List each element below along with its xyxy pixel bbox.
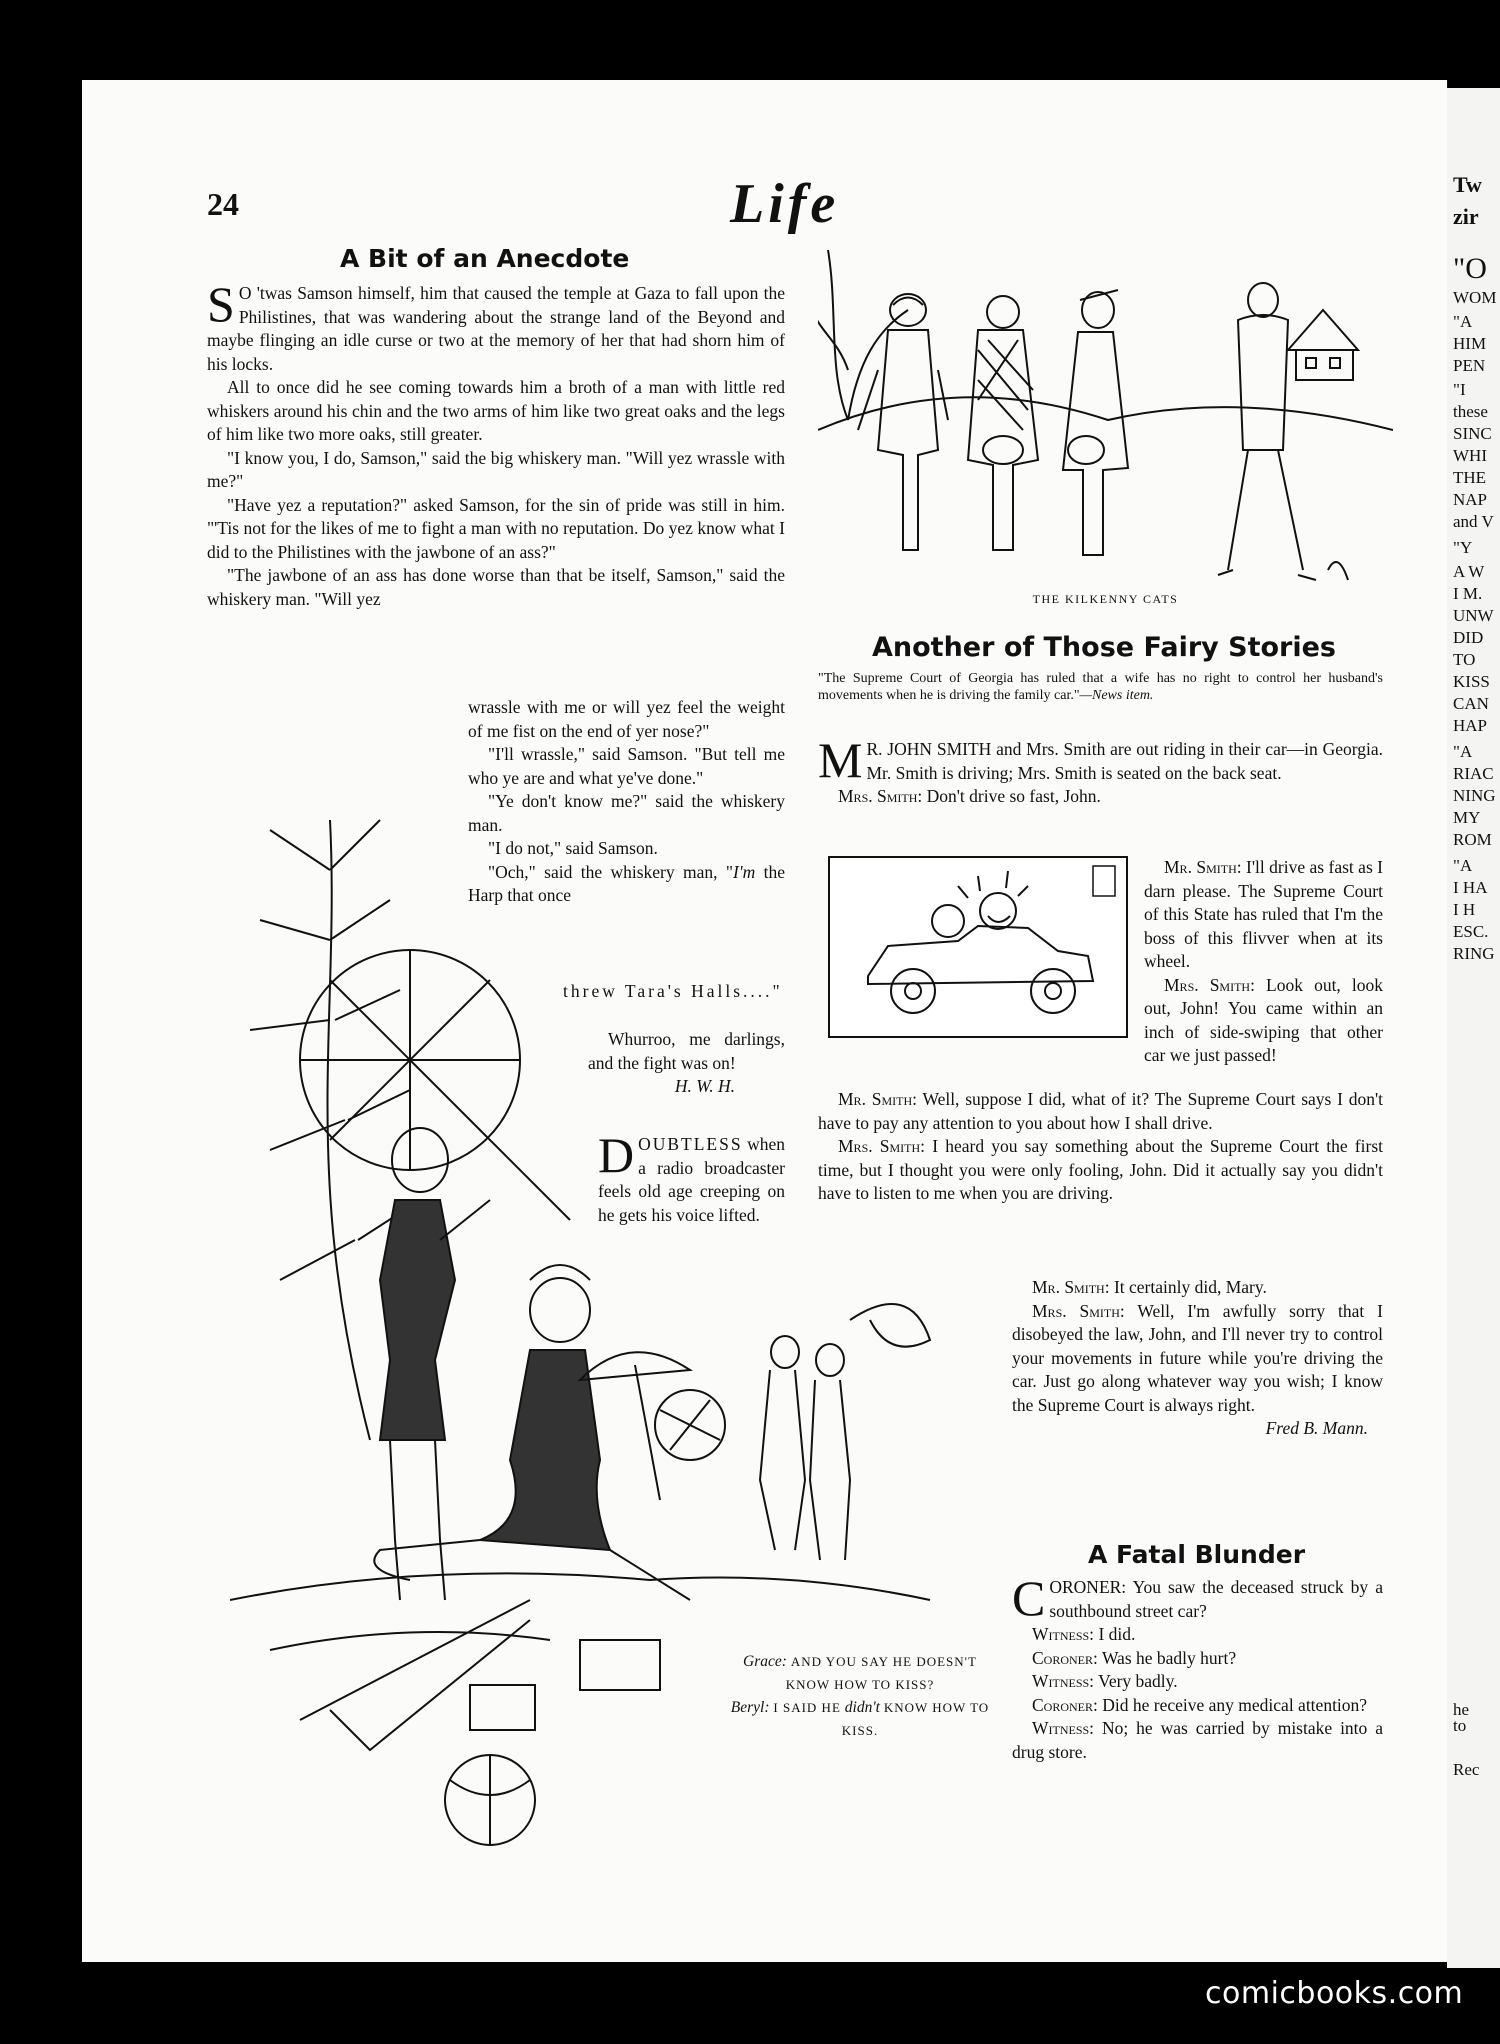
anecdote-paragraph: "Have yez a reputation?" asked Samson, for the sin of pride was still in him. "'Tis not for the likes of me to fight a man with no reputation. Do yez know what I did to the Philistines with the jawbone of an ass?"	[207, 494, 785, 562]
fairy-body-mid: Mr. Smith: Well, suppose I did, what of it? The Supreme Court says I don't have to pay any attention to you about how I shall drive. Mrs. Smith: I heard you say something about the Supreme Court the first time, but I thought you were only fooling, John. Did it actually say you didn't have to listen to me when you are driving.	[818, 1089, 1384, 1203]
edge-page-fragment: and V	[1453, 512, 1494, 531]
edge-page-fragment: TO	[1453, 650, 1476, 669]
fairy-epigraph: "The Supreme Court of Georgia has ruled that a wife has no right to control her husband's movements when he is driving the family car."—News item.	[818, 671, 1383, 703]
edge-page-fragment: Tw	[1453, 172, 1482, 197]
anecdote-paragraph: "Och," said the whiskery man, "I'm the Harp that once	[468, 861, 785, 905]
edge-page-fragment: PEN	[1453, 356, 1486, 375]
edge-page-fragment: ROM	[1453, 830, 1492, 849]
fatal-blunder-title: A Fatal Blunder	[1088, 1540, 1306, 1569]
edge-page-fragment: MY	[1453, 808, 1481, 827]
edge-page-fragment: SINC	[1453, 424, 1492, 443]
doubtless-paragraph: DOUBTLESS when a radio broadcaster feels old age creeping on he gets his voice lifted.	[598, 1127, 785, 1225]
edge-page-fragment: I M.	[1453, 584, 1483, 603]
edge-page-fragment: "A	[1453, 742, 1473, 761]
anecdote-paragraph: "I do not," said Samson.	[488, 838, 658, 858]
edge-page-fragment: I H	[1453, 900, 1476, 919]
beach-caption: Grace: AND YOU SAY HE DOESN'T KNOW HOW TO KISS? Beryl: I SAID HE didn't KNOW HOW TO KISS.	[730, 1653, 990, 1738]
edge-page-fragment: zir	[1453, 204, 1479, 229]
edge-page-fragment: NING	[1453, 786, 1496, 805]
fairy-body-bottom: Mr. Smith: It certainly did, Mary. Mrs. Smith: Well, I'm awfully sorry that I disobeyed the law, John, and I'll never try to control your movements in future while you're driving the car. Just go along whatever way you wish; I know the Supreme Court is always right. Fred B. Mann.	[1012, 1276, 1383, 1441]
anecdote-paragraph: "I'll wrassle," said Samson. "But tell me who ye are and what ye've done."	[468, 744, 785, 788]
edge-page-fragment: "Y	[1453, 538, 1473, 557]
edge-page-fragment: NAP	[1453, 490, 1488, 509]
kilkenny-cats-illustration	[818, 250, 1393, 600]
edge-page-fragment: CAN	[1453, 694, 1489, 713]
edge-page-fragment: he	[1453, 1700, 1470, 1719]
kilkenny-cats-caption: THE KILKENNY CATS	[1032, 592, 1179, 606]
edge-page-fragment: "A	[1453, 312, 1473, 331]
anecdote-signature: H. W. H.	[674, 1076, 735, 1096]
fatal-dropcap: C	[1012, 1570, 1046, 1626]
anecdote-body	[207, 276, 785, 611]
edge-page-fragment: UNW	[1453, 606, 1494, 625]
fairy-signature: Fred B. Mann.	[1265, 1418, 1368, 1438]
fairy-story-title: Another of Those Fairy Stories	[872, 632, 1336, 663]
anecdote-paragraph: O 'twas Samson himself, him that caused the temple at Gaza to fall upon the Philistines, that was wandering about the strange land of the Beyond and maybe flinging an idle curse or two at the memory of her that had shorn him of his locks.	[207, 283, 785, 374]
watermark: comicbooks.com	[1205, 1976, 1464, 2011]
fairy-dropcap: M	[818, 732, 863, 788]
edge-page-fragment: WOM	[1453, 288, 1497, 307]
adjacent-page-edge	[1447, 88, 1500, 1968]
page-number: 24	[207, 186, 239, 222]
anecdote-paragraph: wrassle with me or will yez feel the weight of me fist on the end of yer nose?"	[468, 697, 785, 741]
anecdote-dropcap: S	[207, 276, 235, 332]
anecdote-paragraph: "Ye don't know me?" said the whiskery man.	[468, 791, 785, 835]
edge-page-fragment: these	[1453, 402, 1488, 421]
edge-page-fragment: Rec	[1453, 1760, 1480, 1779]
fatal-blunder-body: CORONER: You saw the deceased struck by a southbound street car? Witness: I did. Coroner: Was he badly hurt? Witness: Very badly. Coroner: Did he receive any medical attention? Witness: No; he was carried by mistake into a drug store.	[1012, 1570, 1383, 1762]
edge-page-fragment: HIM	[1453, 334, 1487, 353]
edge-page-fragment: RIAC	[1453, 764, 1494, 783]
anecdote-paragraph: "I know you, I do, Samson," said the big whiskery man. "Will yez wrassle with me?"	[207, 447, 785, 491]
edge-page-fragment: "I	[1453, 380, 1466, 399]
anecdote-paragraph: Whurroo, me darlings, and the fight was on!	[588, 1029, 785, 1073]
anecdote-title: A Bit of an Anecdote	[340, 244, 630, 273]
edge-page-fragment: "A	[1453, 856, 1473, 875]
anecdote-paragraph: "The jawbone of an ass has done worse than that be itself, Samson," said the whiskery man. "Will yez	[207, 565, 785, 609]
edge-page-fragment: WHI	[1453, 446, 1487, 465]
edge-page-fragment: RING	[1453, 944, 1495, 963]
anecdote-paragraph: threw Tara's Halls...."	[563, 981, 783, 1001]
edge-page-fragment: HAP	[1453, 716, 1488, 735]
edge-page-fragment: to	[1453, 1716, 1467, 1735]
edge-page-fragment: A W	[1453, 562, 1485, 581]
doubtless-dropcap: D	[598, 1127, 635, 1183]
fairy-body-narrow: Mr. Smith: I'll drive as fast as I darn please. The Supreme Court of this State has ruled that I'm the boss of this flivver when at its wheel. Mrs. Smith: Look out, look out, John! You came within an inch of side-swiping that other car we just passed!	[1144, 857, 1383, 1065]
masthead-title: Life	[730, 173, 840, 235]
edge-page-fragment: I HA	[1453, 878, 1488, 897]
edge-page-fragment: THE	[1453, 468, 1487, 487]
edge-page-fragment: KISS	[1453, 672, 1490, 691]
anecdote-paragraph: All to once did he see coming towards him a broth of a man with little red whiskers around his chin and the two arms of him like two great oaks and the legs of him like two more oaks, still greater.	[207, 377, 785, 444]
edge-page-fragment: "O	[1453, 252, 1487, 285]
edge-page-fragment: DID	[1453, 628, 1484, 647]
fairy-body-top: M R. JOHN SMITH and Mrs. Smith are out riding in their car—in Georgia. Mr. Smith is driving; Mrs. Smith is seated on the back seat. Mrs. Smith: Don't drive so fast, John.	[818, 732, 1383, 806]
edge-page-fragment: ESC.	[1453, 922, 1489, 941]
